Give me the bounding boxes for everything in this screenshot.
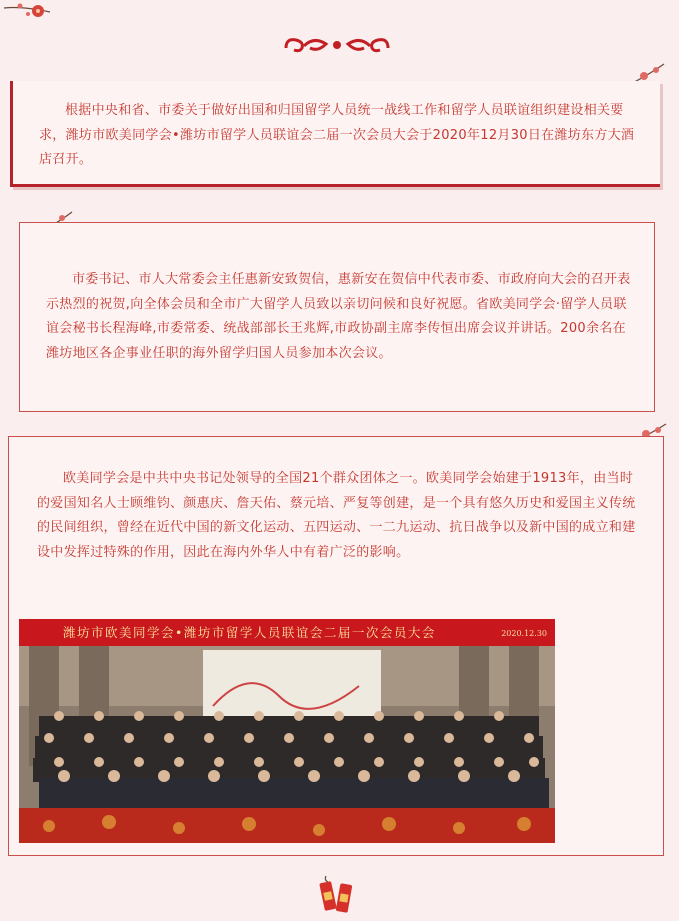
firecracker-icon — [318, 874, 358, 914]
cloud-ornament-icon — [282, 34, 392, 56]
intro-card — [10, 81, 660, 187]
group-photo — [19, 619, 555, 843]
photo-banner-date: 2020.12.30 — [501, 629, 547, 638]
intro-paragraph: 根据中央和省、市委关于做好出国和归国留学人员统一战线工作和留学人员联谊组织建设相关要求，潍坊市欧美同学会•潍坊市留学人员联谊会二届一次会员大会于2020年12月30日在潍坊东方大酒店召开。 — [39, 103, 635, 167]
congratulation-card — [19, 222, 655, 412]
photo-banner-title: 潍坊市欧美同学会•潍坊市留学人员联谊会二届一次会员大会 — [63, 625, 436, 640]
photo-banner — [19, 619, 555, 646]
history-paragraph: 欧美同学会是中共中央书记处领导的全国21个群众团体之一。欧美同学会始建于1913年，由当时的爱国知名人士顾维钧、颜惠庆、詹天佑、蔡元培、严复等创建，是一个具有悠久历史和爱国主义传统的民间组织，曾经在近代中国的新文化运动、五四运动、一二九运动、抗日战争以及新中国的成立和建设中发挥过特殊的作用，因此在海内外华人中有着广泛的影响。 — [37, 471, 636, 560]
congratulation-paragraph: 市委书记、市人大常委会主任惠新安致贺信，惠新安在贺信中代表市委、市政府向大会的召开表示热烈的祝贺,向全体会员和全市广大留学人员致以亲切问候和良好祝愿。省欧美同学会·留学人员联谊会秘书长程海峰,市委常委、统战部部长王兆辉,市政协副主席李传恒出席会议并讲话。200余名在潍坊地区各企事业任职的海外留学归国人员参加本次会议。 — [46, 272, 631, 361]
plum-blossom-icon — [2, 0, 54, 22]
photo-scene — [19, 646, 555, 843]
